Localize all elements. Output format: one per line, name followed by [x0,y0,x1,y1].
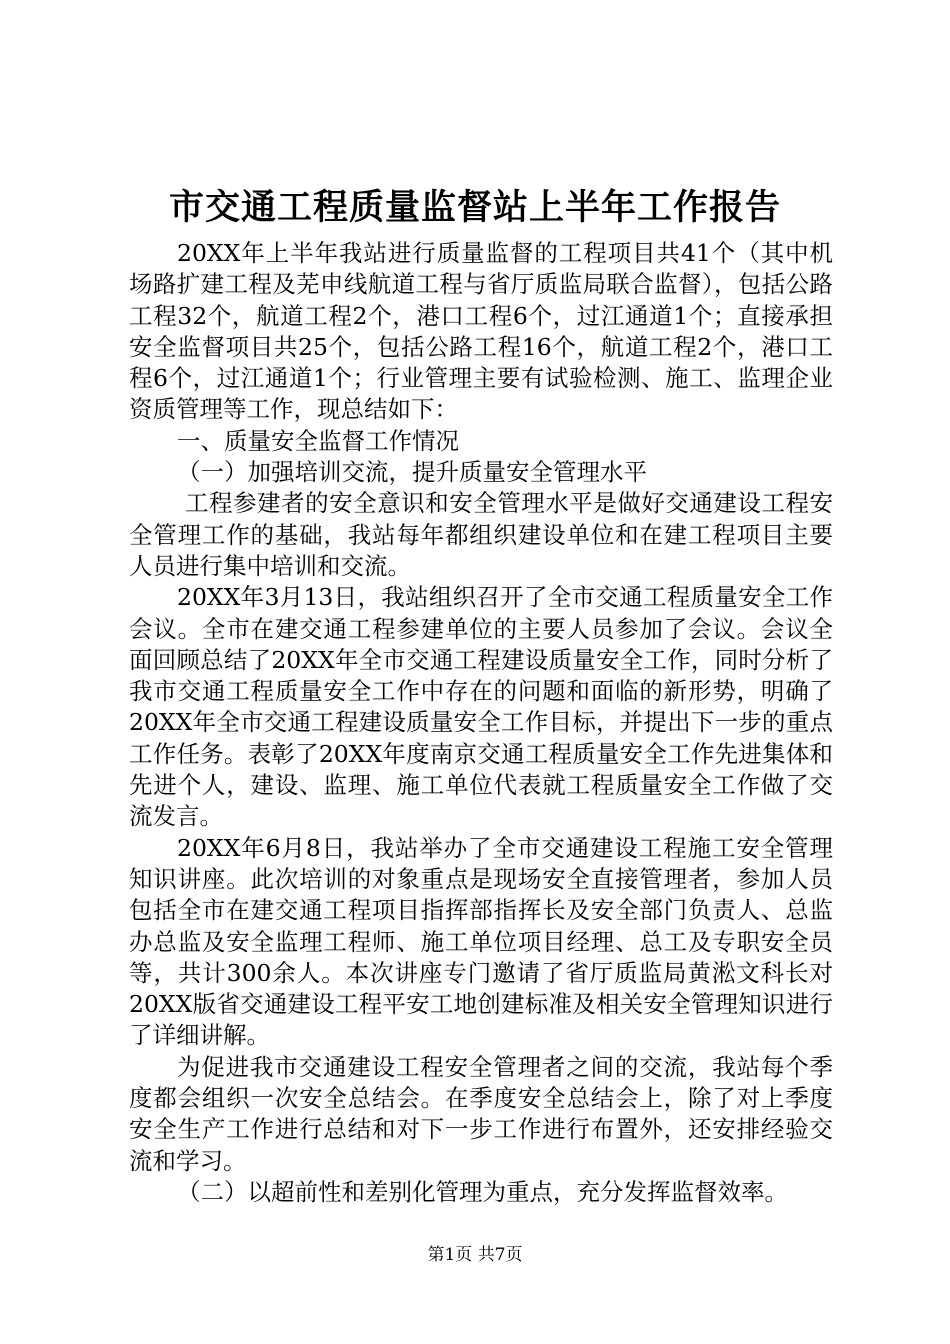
paragraph-quarterly-summary: 为促进我市交通建设工程安全管理者之间的交流，我站每个季度都会组织一次安全总结会。在季度安全总结会上，除了对上季度安全生产工作进行总结和对下一步工作进行布置外，还安排经验交流和学习。 [129,1052,833,1175]
paragraph-intro: 20XX年上半年我站进行质量监督的工程项目共41个（其中机场路扩建工程及芜申线航道工程与省厅质监局联合监督），包括公路工程32个，航道工程2个，港口工程6个，过江通道1个；直接承担安全监督项目共25个，包括公路工程16个，航道工程2个，港口工程6个，过江通道1个；行业管理主要有试验检测、施工、监理企业资质管理等工作，现总结如下： [129,239,833,424]
page-number-footer: 第1页 共7页 [427,1245,523,1265]
document-title: 市交通工程质量监督站上半年工作报告 [168,187,781,228]
paragraph-safety-awareness: 工程参建者的安全意识和安全管理水平是做好交通建设工程安全管理工作的基础，我站每年都组织建设单位和在建工程项目主要人员进行集中培训和交流。 [129,489,833,580]
subsection-heading-2: （二）以超前性和差别化管理为重点，充分发挥监督效率。 [177,1177,788,1206]
section-heading-1: 一、质量安全监督工作情况 [177,426,459,455]
paragraph-june-lecture: 20XX年6月8日，我站举办了全市交通建设工程施工安全管理知识讲座。此次培训的对象重点是现场安全直接管理者，参加人员包括全市在建交通工程项目指挥部指挥长及安全部门负责人、总监办总监及安全监理工程师、施工单位项目经理、总工及专职安全员等，共计300余人。本次讲座专门邀请了省厅质监局黄淞文科长对20XX版省交通建设工程平安工地创建标准及相关安全管理知识进行了详细讲解。 [129,833,833,1050]
subsection-heading-1: （一）加强培训交流，提升质量安全管理水平 [177,458,647,487]
document-body [129,238,833,1208]
paragraph-march-meeting: 20XX年3月13日，我站组织召开了全市交通工程质量安全工作会议。全市在建交通工程参建单位的主要人员参加了会议。会议全面回顾总结了20XX年全市交通工程建设质量安全工作，同时分析了我市交通工程质量安全工作中存在的问题和面临的新形势，明确了20XX年全市交通工程建设质量安全工作目标，并提出下一步的重点工作任务。表彰了20XX年度南京交通工程质量安全工作先进集体和先进个人，建设、监理、施工单位代表就工程质量安全工作做了交流发言。 [129,583,833,831]
